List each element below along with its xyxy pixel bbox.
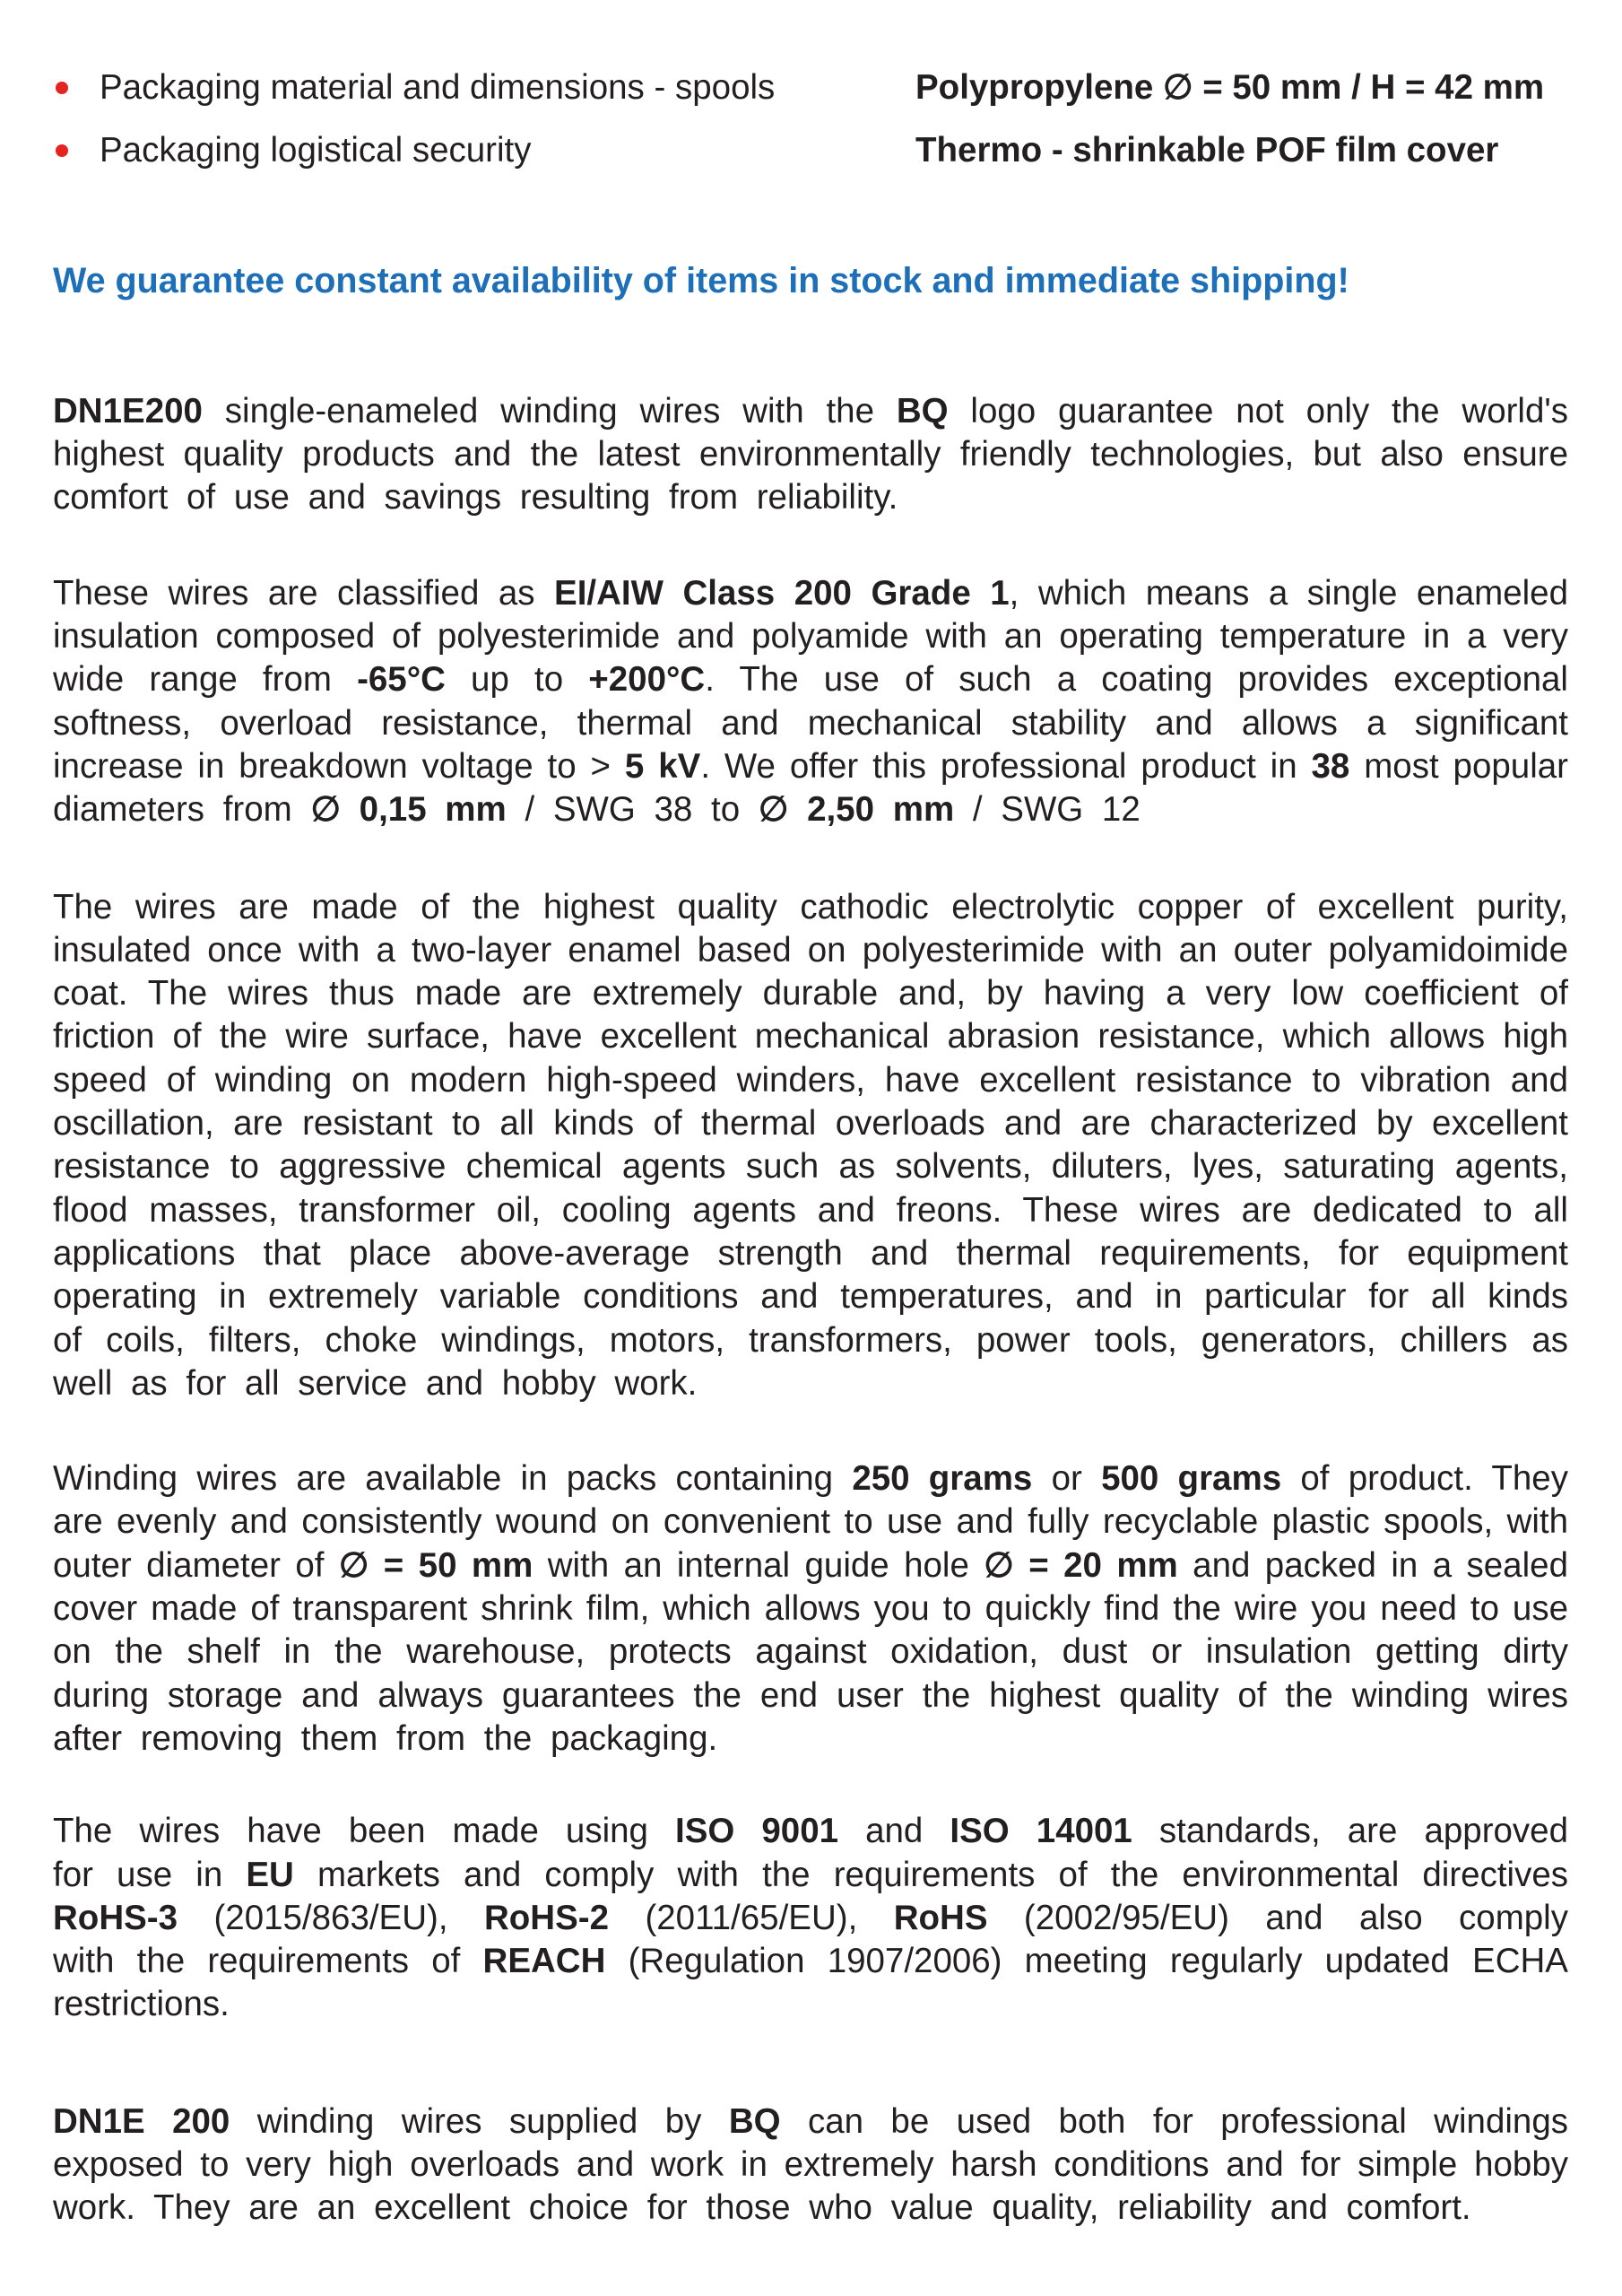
text-run: speed of winding on modern high-speed winders, have excellent resistance to vibration and [53,1060,1568,1100]
text-line [53,1810,1568,1853]
text-run: well as for all service and hobby work. [53,1363,698,1403]
spec-value: Polypropylene ∅ = 50 mm / H = 42 mm [915,68,1545,107]
text-run: resistance to aggressive chemical agents such as solvents, diluters, lyes, saturating agents, [53,1147,1568,1187]
text-run: insulation composed of polyesterimide and polyamide with an operating temperature in a very [53,617,1568,657]
text-run: (2015/863/EU), [178,1898,484,1937]
text-run: The wires have been made using [53,1812,676,1851]
text-run: These wires are classified as [53,573,555,613]
text-line [53,702,1568,745]
text-line [53,1232,1568,1275]
text-run: flood masses, transformer oil, cooling agents and freons. These wires are dedicated to all [53,1190,1568,1230]
text-run: increase in breakdown voltage to > [53,746,625,786]
text-run: insulated once with a two-layer enamel based on polyesterimide with an outer polyamidoimide [53,930,1568,970]
text-line [53,476,1568,519]
text-line [53,2144,1568,2187]
red-bullet-icon [56,144,68,157]
availability-headline: We guarantee constant availability of items in stock and immediate shipping! [53,260,1349,300]
text-run: / SWG 12 [954,790,1141,830]
text-line [53,1145,1568,1188]
text-run: up to [445,660,589,700]
text-run: standards, are approved [1132,1812,1568,1851]
text-line [53,1275,1568,1318]
bold-text-run: ∅ 2,50 mm [758,790,955,830]
red-bullet-icon [56,82,68,94]
text-run: outer diameter of [53,1545,339,1585]
text-line [53,1587,1568,1631]
bold-text-run: -65°C [357,660,446,700]
text-run: and [838,1812,950,1851]
text-line [53,1059,1568,1102]
body-paragraph [53,886,1568,1406]
bold-text-run: +200°C [588,660,706,700]
text-line [53,1544,1568,1587]
text-run: on the shelf in the warehouse, protects against oxidation, dust or insulation getting dirty [53,1632,1568,1672]
bold-text-run: 38 [1311,746,1350,786]
text-line [53,390,1568,433]
bold-text-run: ∅ = 50 mm [338,1545,533,1585]
bold-text-run: ∅ = 20 mm [984,1545,1178,1585]
text-line [53,1189,1568,1232]
text-run: during storage and always guarantees the end user the highest quality of the winding wires [53,1675,1568,1715]
text-run: restrictions. [53,1985,230,2024]
bold-text-run: RoHS [893,1898,988,1937]
text-run: highest quality products and the latest environmentally friendly technologies, but also ensure [53,435,1568,474]
bold-text-run: RoHS-2 [483,1898,610,1937]
text-run: single-enameled winding wires with the [202,391,897,430]
bold-text-run: BQ [896,391,949,430]
text-line [53,1940,1568,1983]
text-run: winding wires supplied by [230,2101,729,2141]
bold-text-run: ISO 14001 [950,1812,1132,1851]
text-run: softness, overload resistance, thermal and mechanical stability and allows a significant [53,703,1568,743]
text-line [53,1015,1568,1058]
spec-value: Thermo - shrinkable POF film cover [915,131,1499,170]
text-run: exposed to very high overloads and work in extremely harsh conditions and for simple hobby [53,2144,1568,2184]
text-run: of coils, filters, choke windings, motors, transformers, power tools, generators, chillers as [53,1320,1568,1360]
bold-text-run: RoHS-3 [53,1898,178,1937]
text-line [53,1362,1568,1405]
spec-label: Packaging material and dimensions - spools [100,68,776,107]
text-run: coat. The wires thus made are extremely durable and, by having a very low coefficient of [53,974,1568,1013]
text-run: oscillation, are resistant to all kinds of thermal overloads and are characterized by excellent [53,1104,1568,1144]
text-line [53,572,1568,615]
text-line [53,929,1568,972]
bold-text-run: DN1E 200 [53,2101,230,2141]
text-run: (2011/65/EU), [609,1898,894,1937]
text-run: (2002/95/EU) and also comply [987,1898,1568,1937]
text-line [53,1718,1568,1761]
text-line [53,1102,1568,1145]
body-text [53,390,1622,2231]
text-run: are evenly and consistently wound on convenient to use and fully recyclable plastic spools, with [53,1502,1568,1542]
bold-text-run: EI/AIW Class 200 Grade 1 [554,573,1010,613]
text-run: of product. They [1281,1459,1568,1499]
spec-label: Packaging logistical security [100,131,532,170]
text-line [53,433,1568,476]
bold-text-run: ISO 9001 [675,1812,839,1851]
bold-text-run: EU [246,1855,294,1894]
text-run: or [1032,1459,1102,1499]
text-run: with the requirements of [53,1942,483,1981]
text-line [53,2187,1568,2230]
bold-text-run: REACH [482,1942,606,1981]
text-run: , which means a single enameled [1009,573,1568,613]
body-paragraph [53,1810,1568,2026]
text-line [53,1983,1568,2026]
text-run: / SWG 38 to [506,790,759,830]
text-line [53,2100,1568,2144]
bold-text-run: 5 kV [624,746,701,786]
text-line [53,1319,1568,1362]
text-run: after removing them from the packaging. [53,1718,718,1758]
packaging-spec-list [53,66,1577,173]
text-run: cover made of transparent shrink film, which allows you to quickly find the wire you need to use [53,1589,1568,1629]
body-paragraph [53,390,1568,520]
text-run: comfort of use and savings resulting from reliability. [53,478,898,517]
text-run: The wires are made of the highest quality cathodic electrolytic copper of excellent purity, [53,887,1568,926]
text-run: (Regulation 1907/2006) meeting regularly updated ECHA [605,1942,1568,1981]
text-run: logo guarantee not only the world's [948,391,1568,430]
text-run: can be used both for professional windings [780,2101,1568,2141]
bold-text-run: DN1E200 [53,391,203,430]
text-line [53,788,1568,831]
spec-item [53,66,1577,109]
text-run: most popular [1349,746,1568,786]
text-run: diameters from [53,790,311,830]
bold-text-run: BQ [728,2101,781,2141]
text-run: friction of the wire surface, have excellent mechanical abrasion resistance, which allows high [53,1017,1568,1057]
bold-text-run: 250 grams [852,1459,1033,1499]
spec-item [53,129,1577,172]
text-run: . We offer this professional product in [700,746,1312,786]
text-run: for use in [53,1855,247,1894]
text-line [53,745,1568,788]
text-line [53,1500,1568,1544]
text-line [53,1897,1568,1940]
bold-text-run: ∅ 0,15 mm [310,790,507,830]
text-run: operating in extremely variable conditions and temperatures, and in particular for all kinds [53,1277,1568,1317]
text-line [53,1631,1568,1674]
text-run: and packed in a sealed [1177,1545,1568,1585]
text-line [53,1674,1568,1718]
text-run: . The use of such a coating provides exceptional [705,660,1568,700]
text-run: markets and comply with the requirements of the environmental directives [293,1855,1569,1894]
text-line [53,886,1568,929]
body-paragraph [53,572,1568,832]
text-line [53,1854,1568,1897]
text-line [53,972,1568,1015]
text-line [53,615,1568,658]
text-run: work. They are an excellent choice for those who value quality, reliability and comfort. [53,2188,1471,2228]
body-paragraph [53,2100,1568,2231]
text-run: Winding wires are available in packs containing [53,1459,853,1499]
text-line [53,658,1568,701]
bold-text-run: 500 grams [1101,1459,1282,1499]
text-line [53,1457,1568,1500]
text-run: with an internal guide hole [533,1545,984,1585]
body-paragraph [53,1457,1568,1761]
text-run: wide range from [53,660,358,700]
text-run: applications that place above-average strength and thermal requirements, for equipment [53,1233,1568,1273]
